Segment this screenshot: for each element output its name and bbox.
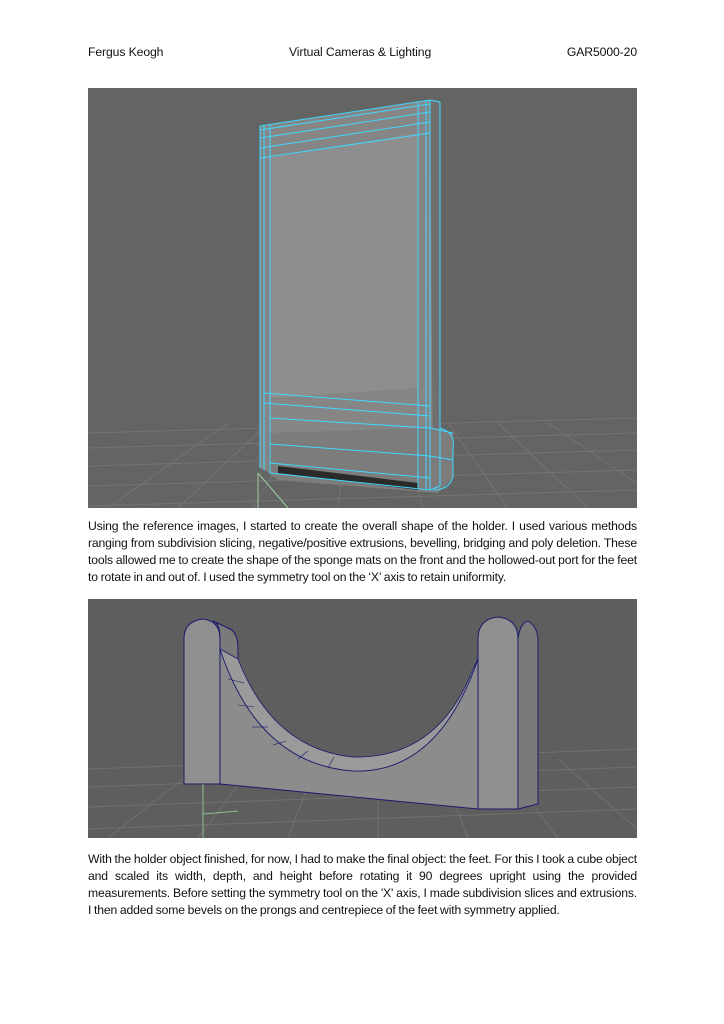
- holder-model-viewport: [88, 88, 637, 508]
- document-title: Virtual Cameras & Lighting: [289, 45, 432, 59]
- feet-description: With the holder object finished, for now, I had to make the final object: the feet. For this I took a cube object and scaled its width, depth, and height before rotating it 90 degrees upright using the provided measurements. Before setting the symmetry tool on the 'X' axis, I made subdivision slices and extrusions. I then added some bevels on the prongs and centrepiece of the feet with symmetry applied.: [88, 852, 637, 917]
- holder-description: Using the reference images, I started to create the overall shape of the holder. I used various methods ranging from subdivision slicing, negative/positive extrusions, bevelling, bridging and poly deletion. These tools allowed me to create the shape of the sponge mats on the front and the hollowed-out port for the feet to rotate in and out of. I used the symmetry tool on the ‘X’ axis to retain uniformity.: [88, 519, 637, 584]
- holder-mesh: [260, 100, 453, 493]
- module-code: GAR5000-20: [566, 45, 637, 59]
- page-header: [88, 45, 637, 61]
- feet-model-viewport: [88, 599, 637, 838]
- holder-model-render: [88, 88, 637, 508]
- feet-model-render: [88, 599, 637, 838]
- author-name: Fergus Keogh: [88, 45, 164, 59]
